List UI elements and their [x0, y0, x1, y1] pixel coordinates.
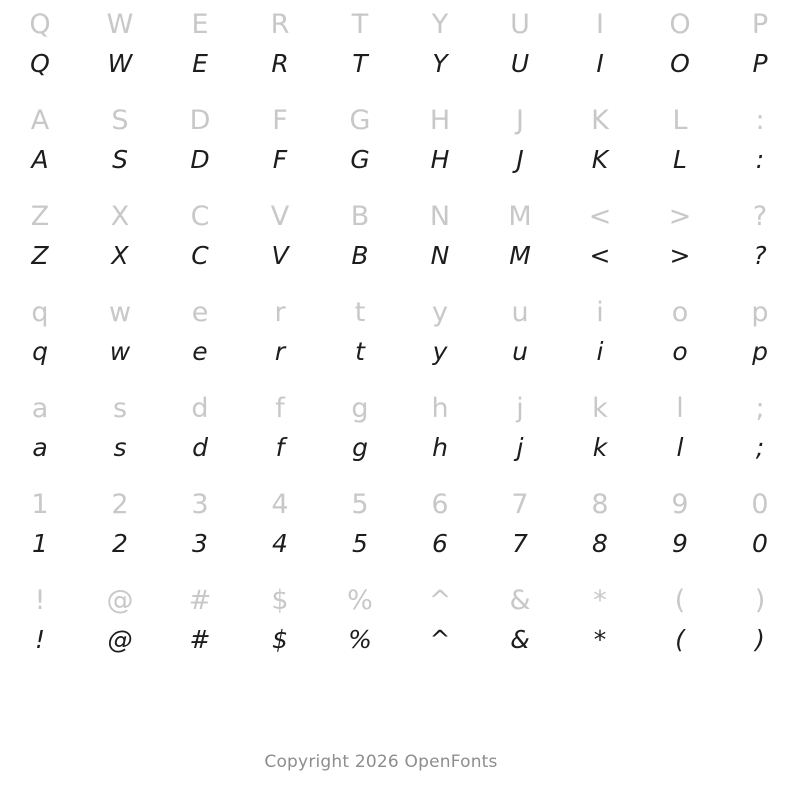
glyph-sample: R	[271, 49, 289, 78]
glyph-cell	[160, 580, 240, 676]
glyph-key: ^	[428, 585, 452, 616]
glyph-key: h	[431, 393, 449, 424]
glyph-key: V	[270, 201, 290, 232]
glyph-key: 3	[191, 489, 209, 520]
glyph-cell	[480, 484, 560, 580]
glyph-key: W	[106, 9, 134, 40]
glyph-cell	[240, 196, 320, 292]
glyph-sample: f	[275, 433, 285, 462]
glyph-key: t	[354, 297, 366, 328]
glyph-key: )	[754, 585, 766, 616]
glyph-cell	[320, 292, 400, 388]
glyph-cell	[480, 196, 560, 292]
glyph-sample: l	[676, 433, 684, 462]
glyph-cell	[0, 100, 80, 196]
glyph-key: S	[111, 105, 129, 136]
glyph-sample: #	[189, 625, 211, 654]
glyph-key: j	[516, 393, 524, 424]
glyph-sample: K	[591, 145, 609, 174]
glyph-key: T	[351, 9, 369, 40]
glyph-cell	[640, 484, 720, 580]
glyph-sample: A	[31, 145, 49, 174]
glyph-sample: N	[430, 241, 450, 270]
glyph-cell	[400, 388, 480, 484]
glyph-sample: >	[669, 241, 691, 270]
glyph-cell	[80, 580, 160, 676]
glyph-cell	[560, 292, 640, 388]
glyph-key: H	[429, 105, 451, 136]
glyph-key: K	[591, 105, 609, 136]
glyph-cell	[720, 100, 800, 196]
glyph-sample: $	[272, 625, 288, 654]
glyph-cell	[320, 484, 400, 580]
glyph-sample: (	[675, 625, 685, 654]
glyph-sample: t	[355, 337, 365, 366]
glyph-sample: T	[352, 49, 368, 78]
glyph-cell	[720, 484, 800, 580]
glyph-cell	[640, 580, 720, 676]
glyph-key: Q	[29, 9, 51, 40]
glyph-key: <	[588, 201, 612, 232]
glyph-cell	[720, 580, 800, 676]
glyph-sample: F	[272, 145, 288, 174]
glyph-key: R	[270, 9, 290, 40]
glyph-sample: )	[755, 625, 765, 654]
glyph-key: $	[271, 585, 289, 616]
glyph-cell	[560, 4, 640, 100]
glyph-cell	[80, 484, 160, 580]
glyph-sample: k	[592, 433, 608, 462]
glyph-sample: q	[32, 337, 48, 366]
glyph-sample: ?	[753, 241, 767, 270]
glyph-sample: &	[510, 625, 530, 654]
glyph-key: %	[347, 585, 373, 616]
glyph-key: o	[671, 297, 689, 328]
glyph-sample: P	[752, 49, 768, 78]
glyph-key: P	[751, 9, 769, 40]
glyph-row	[0, 292, 800, 388]
glyph-key: A	[30, 105, 50, 136]
glyph-key: U	[510, 9, 530, 40]
glyph-key: :	[755, 105, 765, 136]
glyph-key: ;	[755, 393, 765, 424]
glyph-cell	[240, 580, 320, 676]
glyph-cell	[480, 292, 560, 388]
glyph-cell	[560, 196, 640, 292]
glyph-key: y	[432, 297, 448, 328]
glyph-sample: !	[34, 625, 46, 654]
glyph-cell	[80, 4, 160, 100]
glyph-sample: s	[113, 433, 127, 462]
glyph-sample: M	[509, 241, 531, 270]
glyph-sample: Z	[31, 241, 49, 270]
glyph-sample: p	[752, 337, 768, 366]
glyph-key: O	[669, 9, 691, 40]
glyph-cell	[160, 196, 240, 292]
glyph-cell	[400, 292, 480, 388]
glyph-cell	[320, 580, 400, 676]
glyph-sample: g	[352, 433, 368, 462]
glyph-cell	[80, 292, 160, 388]
glyph-sample: 0	[752, 529, 768, 558]
glyph-key: u	[511, 297, 529, 328]
glyph-sample: C	[191, 241, 209, 270]
glyph-sample: u	[512, 337, 528, 366]
glyph-sample: D	[190, 145, 210, 174]
copyright-notice: Copyright 2026 OpenFonts	[264, 752, 498, 772]
glyph-cell	[160, 388, 240, 484]
glyph-cell	[240, 484, 320, 580]
glyph-cell	[640, 196, 720, 292]
glyph-sample: W	[107, 49, 133, 78]
glyph-sample: L	[673, 145, 687, 174]
glyph-cell	[480, 388, 560, 484]
glyph-key: 4	[271, 489, 289, 520]
glyph-sample: *	[593, 625, 607, 654]
glyph-key: M	[508, 201, 532, 232]
glyph-cell	[320, 388, 400, 484]
glyph-key: *	[593, 585, 607, 616]
glyph-key: w	[108, 297, 132, 328]
glyph-cell	[560, 100, 640, 196]
glyph-cell	[480, 4, 560, 100]
glyph-cell	[640, 4, 720, 100]
glyph-key: C	[190, 201, 210, 232]
glyph-sample: G	[350, 145, 370, 174]
glyph-cell	[80, 100, 160, 196]
glyph-key: e	[191, 297, 209, 328]
glyph-key: f	[275, 393, 285, 424]
glyph-sample: Q	[30, 49, 50, 78]
glyph-key: 7	[511, 489, 529, 520]
glyph-sample: @	[107, 625, 133, 654]
glyph-key: N	[429, 201, 451, 232]
glyph-sample: j	[516, 433, 524, 462]
glyph-key: (	[674, 585, 686, 616]
glyph-sample: 3	[192, 529, 208, 558]
glyph-cell	[560, 388, 640, 484]
glyph-sample: ^	[429, 625, 451, 654]
glyph-sample: J	[516, 145, 524, 174]
glyph-key: X	[110, 201, 130, 232]
glyph-key: 1	[31, 489, 49, 520]
glyph-key: G	[349, 105, 371, 136]
glyph-sample: h	[432, 433, 448, 462]
glyph-cell	[400, 580, 480, 676]
glyph-cell	[480, 580, 560, 676]
glyph-cell	[400, 4, 480, 100]
glyph-row	[0, 4, 800, 100]
glyph-row	[0, 484, 800, 580]
glyph-sample: O	[670, 49, 690, 78]
glyph-cell	[0, 580, 80, 676]
glyph-sample: 7	[512, 529, 528, 558]
glyph-key: q	[31, 297, 49, 328]
glyph-sample: H	[430, 145, 450, 174]
glyph-cell	[640, 388, 720, 484]
glyph-sample: y	[432, 337, 448, 366]
glyph-cell	[640, 292, 720, 388]
glyph-cell	[320, 4, 400, 100]
glyph-cell	[240, 388, 320, 484]
glyph-key: &	[509, 585, 531, 616]
glyph-cell	[640, 100, 720, 196]
glyph-sample: w	[109, 337, 131, 366]
glyph-sample: 9	[672, 529, 688, 558]
glyph-row	[0, 388, 800, 484]
glyph-cell	[240, 4, 320, 100]
glyph-cell	[80, 388, 160, 484]
glyph-cell	[720, 196, 800, 292]
glyph-cell	[720, 4, 800, 100]
glyph-key: g	[351, 393, 369, 424]
glyph-cell	[240, 292, 320, 388]
glyph-key: Z	[30, 201, 50, 232]
glyph-row	[0, 100, 800, 196]
glyph-sample: 8	[592, 529, 608, 558]
glyph-cell	[400, 100, 480, 196]
glyph-key: B	[350, 201, 370, 232]
glyph-cell	[160, 292, 240, 388]
glyph-key: a	[31, 393, 49, 424]
glyph-sample: 4	[272, 529, 288, 558]
glyph-key: I	[596, 9, 604, 40]
glyph-sample: ;	[755, 433, 765, 462]
glyph-sample: E	[192, 49, 208, 78]
glyph-sample: B	[351, 241, 369, 270]
glyph-sample: I	[596, 49, 604, 78]
glyph-key: k	[592, 393, 608, 424]
glyph-sample: :	[755, 145, 765, 174]
glyph-key: i	[596, 297, 604, 328]
glyph-cell	[80, 196, 160, 292]
glyph-sample: e	[192, 337, 208, 366]
glyph-sample: X	[111, 241, 129, 270]
glyph-key: !	[34, 585, 46, 616]
glyph-cell	[0, 196, 80, 292]
glyph-cell	[0, 292, 80, 388]
glyph-row	[0, 580, 800, 676]
glyph-sample: 1	[32, 529, 48, 558]
glyph-key: d	[191, 393, 209, 424]
glyph-sample: 5	[352, 529, 368, 558]
glyph-key: E	[191, 9, 209, 40]
glyph-sample: 2	[112, 529, 128, 558]
glyph-key: #	[188, 585, 212, 616]
glyph-key: J	[516, 105, 524, 136]
glyph-cell	[320, 196, 400, 292]
glyph-key: 0	[751, 489, 769, 520]
glyph-key: l	[676, 393, 684, 424]
glyph-cell	[560, 484, 640, 580]
glyph-key: s	[112, 393, 128, 424]
glyph-cell	[0, 388, 80, 484]
glyph-sample: %	[348, 625, 372, 654]
glyph-key: 2	[111, 489, 129, 520]
glyph-key: 5	[351, 489, 369, 520]
glyph-cell	[160, 484, 240, 580]
glyph-key: L	[672, 105, 688, 136]
glyph-sample: a	[32, 433, 48, 462]
glyph-key: D	[189, 105, 211, 136]
glyph-key: Y	[431, 9, 449, 40]
glyph-sample: d	[192, 433, 208, 462]
glyph-key: r	[274, 297, 286, 328]
glyph-sample: 6	[432, 529, 448, 558]
glyph-sample: Y	[432, 49, 448, 78]
glyph-cell	[0, 4, 80, 100]
glyph-sample: U	[510, 49, 530, 78]
glyph-row	[0, 196, 800, 292]
glyph-cell	[720, 292, 800, 388]
glyph-sample: r	[274, 337, 286, 366]
glyph-cell	[400, 484, 480, 580]
glyph-key: 8	[591, 489, 609, 520]
glyph-key: p	[751, 297, 769, 328]
glyph-key: ?	[752, 201, 768, 232]
glyph-cell	[160, 100, 240, 196]
glyph-cell	[400, 196, 480, 292]
glyph-key: 6	[431, 489, 449, 520]
glyph-cell	[0, 484, 80, 580]
glyph-cell	[560, 580, 640, 676]
glyph-cell	[320, 100, 400, 196]
glyph-cell	[720, 388, 800, 484]
glyph-key: F	[272, 105, 288, 136]
glyph-sample: <	[589, 241, 611, 270]
glyph-key: 9	[671, 489, 689, 520]
glyph-sample: i	[596, 337, 604, 366]
glyph-key: @	[106, 585, 134, 616]
glyph-sample: o	[672, 337, 688, 366]
glyph-cell	[240, 100, 320, 196]
glyph-cell	[480, 100, 560, 196]
glyph-sample: V	[271, 241, 289, 270]
glyph-sample: S	[112, 145, 128, 174]
glyph-cell	[160, 4, 240, 100]
glyph-key: >	[668, 201, 692, 232]
